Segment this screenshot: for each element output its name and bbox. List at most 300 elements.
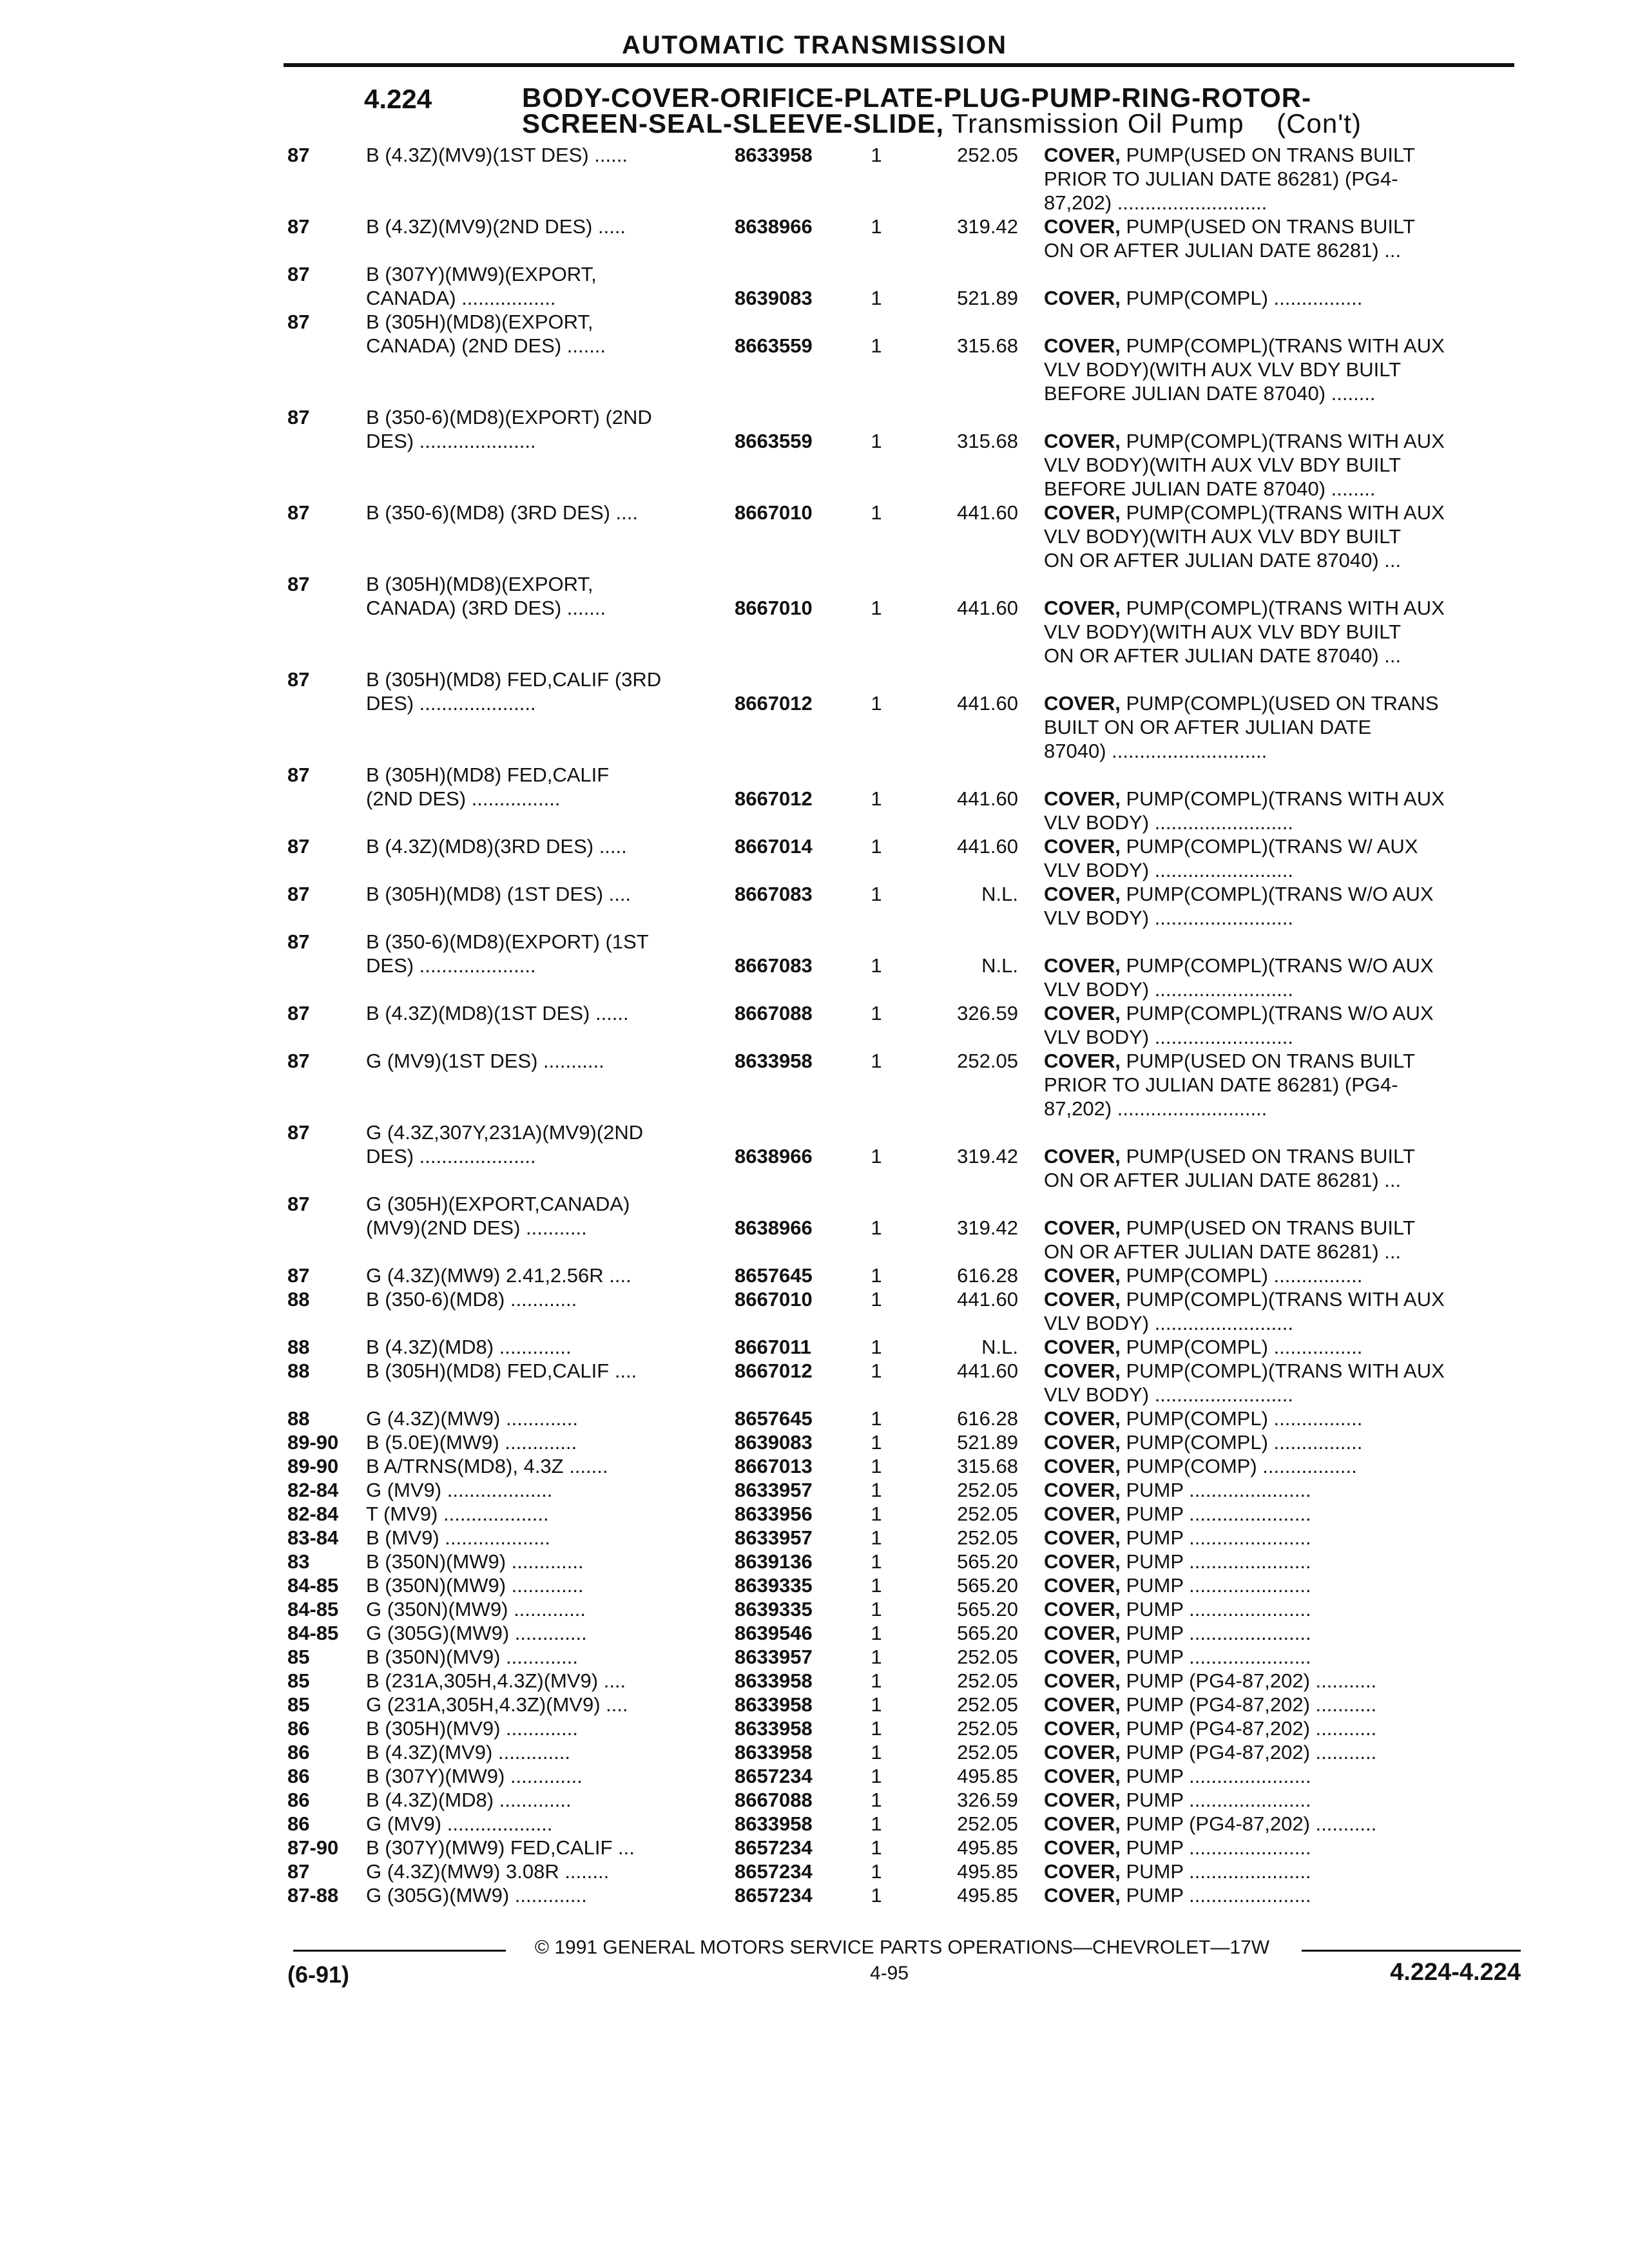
quantity-cell: 1 (871, 1503, 882, 1525)
quantity-cell: 1 (871, 1336, 882, 1358)
description-text: PUMP(COMPL)(TRANS W/O AUX VLV BODY) ......................... (1044, 883, 1434, 929)
year-cell: 87 (287, 1264, 310, 1287)
table-row (0, 1287, 1629, 1335)
description-cell (1044, 834, 1521, 882)
quantity-cell: 1 (871, 1002, 882, 1024)
part-number-cell: 8657234 (735, 1884, 813, 1907)
description-cell (1044, 1216, 1521, 1264)
group-title-line2-rest: Transmission Oil Pump (Con't) (944, 108, 1362, 139)
description-cell (1044, 882, 1521, 930)
description-cell (1044, 1693, 1521, 1716)
table-row (0, 1335, 1629, 1359)
description-keyword: COVER, (1044, 1741, 1121, 1763)
model-cell: B (305H)(MD8) (1ST DES) .... (366, 883, 631, 905)
description-keyword: COVER, (1044, 787, 1121, 810)
price-cell: 565.20 (957, 1622, 1018, 1644)
price-cell: 441.60 (957, 835, 1018, 858)
year-cell: 87 (287, 883, 310, 905)
description-keyword: COVER, (1044, 1264, 1121, 1287)
description-cell (1044, 787, 1521, 834)
model-cell: B (4.3Z)(MD8)(1ST DES) ...... (366, 1002, 629, 1024)
model-cell: B (305H)(MD8)(EXPORT, CANADA) (2ND DES) ....... (366, 311, 606, 357)
description-text: PUMP(COMPL)(TRANS WITH AUX VLV BODY) ......................... (1044, 787, 1445, 834)
price-cell: 441.60 (957, 787, 1018, 810)
year-cell: 85 (287, 1693, 310, 1716)
description-keyword: COVER, (1044, 430, 1121, 452)
description-keyword: COVER, (1044, 1550, 1121, 1573)
table-row (0, 1597, 1629, 1621)
quantity-cell: 1 (871, 1765, 882, 1787)
description-cell (1044, 1573, 1521, 1597)
price-cell: 319.42 (957, 1145, 1018, 1168)
description-cell (1044, 1740, 1521, 1764)
model-cell: G (4.3Z)(MW9) ............. (366, 1407, 578, 1430)
description-text: PUMP (PG4-87,202) ........... (1120, 1812, 1377, 1835)
quantity-cell: 1 (871, 1407, 882, 1430)
description-cell (1044, 1716, 1521, 1740)
quantity-cell: 1 (871, 597, 882, 619)
quantity-cell: 1 (871, 144, 882, 166)
part-number-cell: 8667010 (735, 501, 813, 524)
model-cell: G (MV9)(1ST DES) ........... (366, 1050, 604, 1072)
description-keyword: COVER, (1044, 501, 1121, 524)
description-text: PUMP(COMPL)(TRANS W/O AUX VLV BODY) ......................... (1044, 954, 1434, 1001)
description-cell (1044, 1788, 1521, 1812)
model-cell: B (231A,305H,4.3Z)(MV9) .... (366, 1669, 626, 1692)
description-cell (1044, 1502, 1521, 1526)
part-number-cell: 8638966 (735, 1145, 813, 1168)
table-row (0, 1192, 1629, 1263)
quantity-cell: 1 (871, 1145, 882, 1168)
model-cell: B (4.3Z)(MV9) ............. (366, 1741, 570, 1763)
description-cell (1044, 501, 1521, 572)
part-number-cell: 8633958 (735, 144, 813, 166)
model-cell: G (4.3Z,307Y,231A)(MV9)(2ND DES) ..................... (366, 1121, 644, 1168)
part-number-cell: 8633956 (735, 1503, 813, 1525)
description-cell (1044, 691, 1521, 763)
price-cell: 521.89 (957, 1431, 1018, 1454)
table-row (0, 668, 1629, 762)
part-number-cell: 8657234 (735, 1765, 813, 1787)
description-text: PUMP ...................... (1120, 1765, 1311, 1787)
part-number-cell: 8633958 (735, 1812, 813, 1835)
price-cell: 495.85 (957, 1884, 1018, 1907)
quantity-cell: 1 (871, 1050, 882, 1072)
description-keyword: COVER, (1044, 1860, 1121, 1883)
description-keyword: COVER, (1044, 692, 1121, 715)
year-cell: 86 (287, 1741, 310, 1763)
table-row (0, 1669, 1629, 1693)
description-cell (1044, 286, 1521, 310)
description-keyword: COVER, (1044, 1526, 1121, 1549)
year-cell: 87 (287, 764, 310, 786)
price-cell: N.L. (981, 883, 1018, 905)
description-cell (1044, 429, 1521, 501)
year-cell: 87 (287, 263, 310, 285)
model-cell: B (307Y)(MW9) FED,CALIF ... (366, 1836, 635, 1859)
description-keyword: COVER, (1044, 954, 1121, 977)
part-number-cell: 8657645 (735, 1264, 813, 1287)
quantity-cell: 1 (871, 1360, 882, 1382)
quantity-cell: 1 (871, 1264, 882, 1287)
part-number-cell: 8667012 (735, 787, 813, 810)
model-cell: B (350-6)(MD8)(EXPORT) (2ND DES) ..................... (366, 406, 652, 452)
description-text: PUMP ...................... (1120, 1550, 1311, 1573)
quantity-cell: 1 (871, 1836, 882, 1859)
part-number-cell: 8639083 (735, 1431, 813, 1454)
table-row (0, 405, 1629, 500)
description-text: PUMP ...................... (1120, 1884, 1311, 1907)
year-cell: 87 (287, 930, 310, 953)
description-text: PUMP(COMPL)(TRANS W/O AUX VLV BODY) ......................... (1044, 1002, 1434, 1048)
description-keyword: COVER, (1044, 1598, 1121, 1620)
price-cell: 565.20 (957, 1550, 1018, 1573)
table-row (0, 310, 1629, 405)
table-row (0, 1120, 1629, 1191)
model-cell: B (350N)(MW9) ............. (366, 1574, 584, 1597)
year-cell: 84-85 (287, 1574, 339, 1597)
part-number-cell: 8633957 (735, 1646, 813, 1668)
description-cell (1044, 1669, 1521, 1693)
description-keyword: COVER, (1044, 1693, 1121, 1716)
year-cell: 83-84 (287, 1526, 339, 1549)
description-keyword: COVER, (1044, 334, 1121, 357)
description-text: PUMP(COMPL)(TRANS WITH AUX VLV BODY) ......................... (1044, 1360, 1445, 1406)
model-cell: B (4.3Z)(MD8) ............. (366, 1789, 572, 1811)
description-cell (1044, 1454, 1521, 1478)
table-row (0, 1407, 1629, 1430)
description-keyword: COVER, (1044, 1050, 1121, 1072)
model-cell: B (4.3Z)(MV9)(1ST DES) ...... (366, 144, 628, 166)
description-keyword: COVER, (1044, 1789, 1121, 1811)
table-row (0, 1716, 1629, 1740)
model-cell: B (4.3Z)(MD8)(3RD DES) ..... (366, 835, 627, 858)
table-row (0, 1788, 1629, 1812)
year-cell: 86 (287, 1765, 310, 1787)
description-text: PUMP(COMPL)(TRANS WITH AUX VLV BODY)(WITH AUX VLV BDY BUILT ON OR AFTER JULIAN DATE 87040) ... (1044, 597, 1445, 667)
table-row (0, 1740, 1629, 1764)
year-cell: 87 (287, 1193, 310, 1215)
description-text: PUMP(USED ON TRANS BUILT PRIOR TO JULIAN DATE 86281) (PG4- 87,202) ........................... (1044, 1050, 1415, 1120)
part-number-cell: 8667011 (735, 1336, 811, 1358)
quantity-cell: 1 (871, 1526, 882, 1549)
part-number-cell: 8657234 (735, 1836, 813, 1859)
year-cell: 82-84 (287, 1479, 339, 1501)
table-row (0, 1526, 1629, 1550)
part-number-cell: 8633958 (735, 1717, 813, 1740)
table-row (0, 1454, 1629, 1478)
description-keyword: COVER, (1044, 144, 1121, 166)
footer-rule-left (293, 1950, 506, 1952)
table-row (0, 1812, 1629, 1836)
quantity-cell: 1 (871, 1622, 882, 1644)
price-cell: 252.05 (957, 1812, 1018, 1835)
description-cell (1044, 1597, 1521, 1621)
description-cell (1044, 1621, 1521, 1645)
description-text: PUMP(COMPL)(TRANS WITH AUX VLV BODY)(WITH AUX VLV BDY BUILT BEFORE JULIAN DATE 87040) ........ (1044, 334, 1445, 405)
price-cell: 441.60 (957, 1360, 1018, 1382)
part-number-cell: 8639546 (735, 1622, 813, 1644)
table-row (0, 1883, 1629, 1907)
year-cell: 88 (287, 1360, 310, 1382)
year-cell: 84-85 (287, 1622, 339, 1644)
year-cell: 87 (287, 1860, 310, 1883)
description-cell (1044, 1812, 1521, 1836)
footer-section-range: 4.224-4.224 (1390, 1959, 1521, 1986)
price-cell: 252.05 (957, 1741, 1018, 1763)
year-cell: 87-90 (287, 1836, 339, 1859)
description-text: PUMP(COMPL)(TRANS WITH AUX VLV BODY)(WITH AUX VLV BDY BUILT BEFORE JULIAN DATE 87040) ........ (1044, 430, 1445, 500)
table-row (0, 262, 1629, 310)
model-cell: B (305H)(MD8)(EXPORT, CANADA) (3RD DES) ....... (366, 573, 606, 619)
description-cell (1044, 1049, 1521, 1120)
group-title-line1: BODY-COVER-ORIFICE-PLATE-PLUG-PUMP-RING-ROTOR- (522, 82, 1312, 113)
quantity-cell: 1 (871, 1646, 882, 1668)
description-keyword: COVER, (1044, 883, 1121, 905)
description-keyword: COVER, (1044, 1479, 1121, 1501)
description-text: PUMP (PG4-87,202) ........... (1120, 1741, 1377, 1763)
price-cell: 319.42 (957, 215, 1018, 238)
price-cell: 315.68 (957, 334, 1018, 357)
model-cell: B (5.0E)(MW9) ............. (366, 1431, 577, 1454)
description-text: PUMP ...................... (1120, 1574, 1311, 1597)
price-cell: 495.85 (957, 1765, 1018, 1787)
table-row (0, 1764, 1629, 1788)
price-cell: 616.28 (957, 1407, 1018, 1430)
model-cell: B (307Y)(MW9) ............. (366, 1765, 583, 1787)
price-cell: 495.85 (957, 1860, 1018, 1883)
description-cell (1044, 215, 1521, 262)
quantity-cell: 1 (871, 334, 882, 357)
description-text: PUMP(COMPL)(TRANS W/ AUX VLV BODY) ......................... (1044, 835, 1418, 881)
description-text: PUMP(COMPL)(USED ON TRANS BUILT ON OR AFTER JULIAN DATE 87040) ............................ (1044, 692, 1439, 762)
table-row (0, 1621, 1629, 1645)
model-cell: G (305G)(MW9) ............. (366, 1622, 587, 1644)
year-cell: 86 (287, 1789, 310, 1811)
description-text: PUMP ...................... (1120, 1598, 1311, 1620)
year-cell: 87 (287, 1002, 310, 1024)
model-cell: B (350-6)(MD8)(EXPORT) (1ST DES) ..................... (366, 930, 649, 977)
quantity-cell: 1 (871, 1479, 882, 1501)
description-keyword: COVER, (1044, 1622, 1121, 1644)
description-cell (1044, 1550, 1521, 1573)
description-cell (1044, 1860, 1521, 1883)
quantity-cell: 1 (871, 692, 882, 715)
footer-rule-right (1302, 1950, 1521, 1952)
description-text: PUMP(USED ON TRANS BUILT ON OR AFTER JULIAN DATE 86281) ... (1044, 1145, 1415, 1191)
part-number-cell: 8667013 (735, 1455, 813, 1477)
table-row (0, 1001, 1629, 1049)
description-cell (1044, 1645, 1521, 1669)
table-row (0, 1645, 1629, 1669)
quantity-cell: 1 (871, 1884, 882, 1907)
description-cell (1044, 1144, 1521, 1192)
quantity-cell: 1 (871, 835, 882, 858)
description-text: PUMP(COMPL) ................ (1120, 1336, 1363, 1358)
price-cell: 319.42 (957, 1216, 1018, 1239)
description-text: PUMP(COMP) ................. (1120, 1455, 1357, 1477)
description-cell (1044, 1430, 1521, 1454)
year-cell: 85 (287, 1646, 310, 1668)
table-row (0, 215, 1629, 262)
price-cell: 315.68 (957, 1455, 1018, 1477)
description-text: PUMP(COMPL)(TRANS WITH AUX VLV BODY) ......................... (1044, 1288, 1445, 1334)
description-keyword: COVER, (1044, 1216, 1121, 1239)
model-cell: B (305H)(MD8) FED,CALIF (3RD DES) ..................... (366, 668, 662, 715)
description-keyword: COVER, (1044, 1836, 1121, 1859)
description-keyword: COVER, (1044, 835, 1121, 858)
year-cell: 85 (287, 1669, 310, 1692)
price-cell: 315.68 (957, 430, 1018, 452)
description-keyword: COVER, (1044, 1336, 1121, 1358)
year-cell: 87 (287, 406, 310, 428)
description-keyword: COVER, (1044, 1431, 1121, 1454)
table-row (0, 834, 1629, 882)
description-keyword: COVER, (1044, 1717, 1121, 1740)
description-keyword: COVER, (1044, 1574, 1121, 1597)
part-number-cell: 8639083 (735, 287, 813, 309)
table-row (0, 1478, 1629, 1502)
header-rule (284, 63, 1514, 67)
model-cell: B A/TRNS(MD8), 4.3Z ....... (366, 1455, 608, 1477)
description-cell (1044, 954, 1521, 1001)
description-text: PUMP ...................... (1120, 1646, 1311, 1668)
description-keyword: COVER, (1044, 1812, 1121, 1835)
year-cell: 87 (287, 1121, 310, 1144)
description-keyword: COVER, (1044, 1145, 1121, 1168)
part-number-cell: 8657645 (735, 1407, 813, 1430)
description-keyword: COVER, (1044, 1884, 1121, 1907)
quantity-cell: 1 (871, 1598, 882, 1620)
description-keyword: COVER, (1044, 1503, 1121, 1525)
quantity-cell: 1 (871, 501, 882, 524)
description-text: PUMP ...................... (1120, 1789, 1311, 1811)
table-row (0, 143, 1629, 215)
price-cell: 252.05 (957, 1693, 1018, 1716)
part-number-cell: 8667014 (735, 835, 813, 858)
price-cell: 252.05 (957, 1479, 1018, 1501)
year-cell: 86 (287, 1717, 310, 1740)
year-cell: 88 (287, 1407, 310, 1430)
model-cell: B (307Y)(MW9)(EXPORT, CANADA) ................. (366, 263, 597, 309)
quantity-cell: 1 (871, 1288, 882, 1311)
description-cell (1044, 1764, 1521, 1788)
price-cell: 441.60 (957, 692, 1018, 715)
table-row (0, 1359, 1629, 1407)
description-cell (1044, 1836, 1521, 1860)
group-title-line2 (522, 108, 1362, 139)
model-cell: B (350N)(MV9) ............. (366, 1646, 579, 1668)
description-keyword: COVER, (1044, 1765, 1121, 1787)
part-number-cell: 8667012 (735, 692, 813, 715)
year-cell: 87 (287, 573, 310, 595)
description-cell (1044, 1001, 1521, 1049)
model-cell: B (305H)(MD8) FED,CALIF (2ND DES) ................ (366, 764, 610, 810)
year-cell: 89-90 (287, 1431, 339, 1454)
quantity-cell: 1 (871, 1717, 882, 1740)
footer-page-number: 4-95 (869, 1963, 909, 1984)
quantity-cell: 1 (871, 1216, 882, 1239)
table-row (0, 1573, 1629, 1597)
quantity-cell: 1 (871, 430, 882, 452)
description-text: PUMP(USED ON TRANS BUILT ON OR AFTER JULIAN DATE 86281) ... (1044, 215, 1415, 262)
description-keyword: COVER, (1044, 1407, 1121, 1430)
part-number-cell: 8638966 (735, 1216, 813, 1239)
part-number-cell: 8639335 (735, 1598, 813, 1620)
price-cell: 441.60 (957, 1288, 1018, 1311)
model-cell: B (MV9) ................... (366, 1526, 550, 1549)
quantity-cell: 1 (871, 1741, 882, 1763)
description-text: PUMP (PG4-87,202) ........... (1120, 1669, 1377, 1692)
table-row (0, 1502, 1629, 1526)
description-keyword: COVER, (1044, 1002, 1121, 1024)
description-text: PUMP ...................... (1120, 1860, 1311, 1883)
quantity-cell: 1 (871, 1669, 882, 1692)
price-cell: 521.89 (957, 287, 1018, 309)
part-number-cell: 8633958 (735, 1741, 813, 1763)
part-number-cell: 8633958 (735, 1693, 813, 1716)
description-text: PUMP ...................... (1120, 1526, 1311, 1549)
description-text: PUMP(USED ON TRANS BUILT PRIOR TO JULIAN DATE 86281) (PG4- 87,202) ........................... (1044, 144, 1415, 214)
model-cell: B (350-6)(MD8) (3RD DES) .... (366, 501, 639, 524)
year-cell: 87 (287, 668, 310, 691)
quantity-cell: 1 (871, 215, 882, 238)
description-cell (1044, 596, 1521, 668)
description-text: PUMP (PG4-87,202) ........... (1120, 1693, 1377, 1716)
price-cell: 252.05 (957, 1669, 1018, 1692)
quantity-cell: 1 (871, 787, 882, 810)
price-cell: 441.60 (957, 597, 1018, 619)
quantity-cell: 1 (871, 1550, 882, 1573)
price-cell: 252.05 (957, 1646, 1018, 1668)
model-cell: G (4.3Z)(MW9) 2.41,2.56R .... (366, 1264, 631, 1287)
price-cell: 326.59 (957, 1789, 1018, 1811)
description-keyword: COVER, (1044, 215, 1121, 238)
price-cell: 326.59 (957, 1002, 1018, 1024)
part-number-cell: 8657234 (735, 1860, 813, 1883)
model-cell: B (350-6)(MD8) ............ (366, 1288, 577, 1311)
table-row (0, 1049, 1629, 1120)
quantity-cell: 1 (871, 1455, 882, 1477)
part-number-cell: 8667083 (735, 883, 813, 905)
model-cell: B (305H)(MV9) ............. (366, 1717, 579, 1740)
table-row (0, 1264, 1629, 1287)
quantity-cell: 1 (871, 1574, 882, 1597)
table-row (0, 1693, 1629, 1716)
part-number-cell: 8633957 (735, 1479, 813, 1501)
description-cell (1044, 1264, 1521, 1287)
description-cell (1044, 1407, 1521, 1430)
model-cell: B (4.3Z)(MV9)(2ND DES) ..... (366, 215, 626, 238)
footer-date-code: (6-91) (287, 1961, 350, 1988)
model-cell: G (MV9) ................... (366, 1812, 553, 1835)
part-number-cell: 8667088 (735, 1002, 813, 1024)
description-keyword: COVER, (1044, 1455, 1121, 1477)
table-row (0, 1836, 1629, 1860)
part-number-cell: 8633957 (735, 1526, 813, 1549)
price-cell: 565.20 (957, 1574, 1018, 1597)
description-text: PUMP(COMPL) ................ (1120, 1431, 1363, 1454)
description-cell (1044, 1478, 1521, 1502)
model-cell: G (305G)(MW9) ............. (366, 1884, 587, 1907)
year-cell: 86 (287, 1812, 310, 1835)
year-cell: 87 (287, 311, 310, 333)
table-row (0, 1860, 1629, 1883)
price-cell: N.L. (981, 1336, 1018, 1358)
part-number-cell: 8639335 (735, 1574, 813, 1597)
quantity-cell: 1 (871, 1789, 882, 1811)
description-keyword: COVER, (1044, 287, 1121, 309)
